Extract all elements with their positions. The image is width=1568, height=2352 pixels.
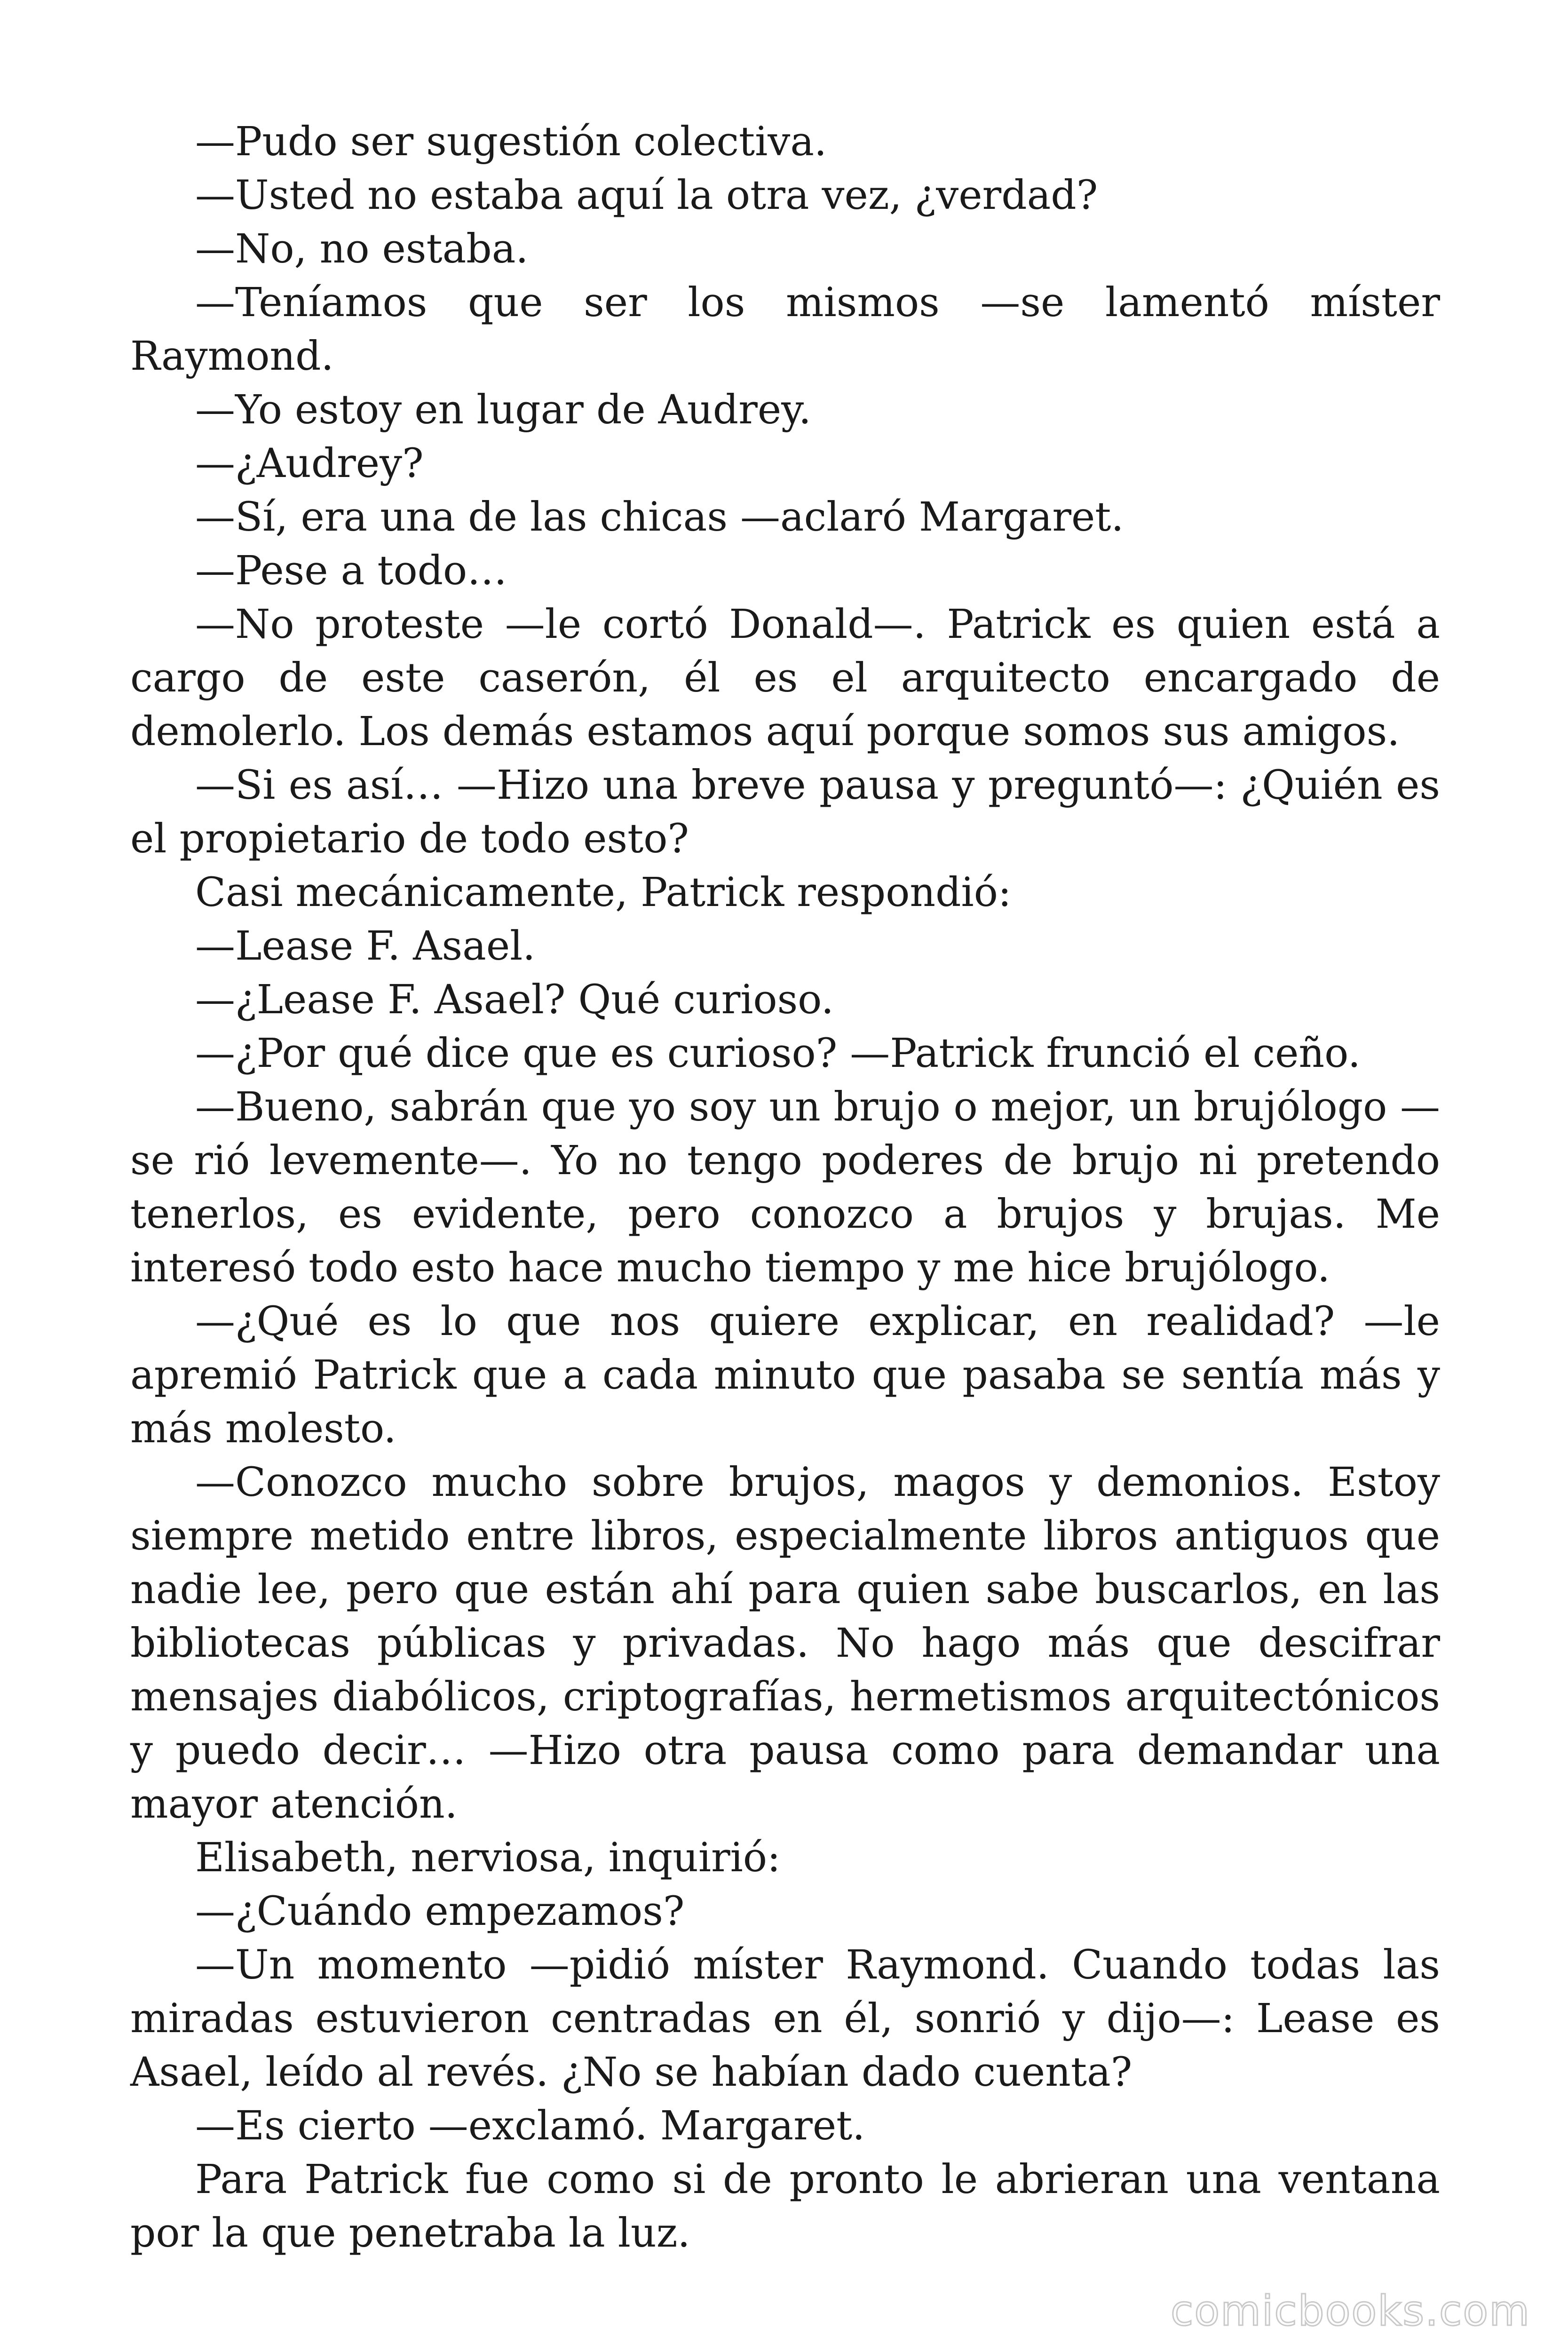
paragraph: —Yo estoy en lugar de Audrey. <box>195 387 811 433</box>
paragraph: —Usted no estaba aquí la otra vez, ¿verdad? <box>195 172 1098 219</box>
paragraph: —Teníamos que ser los mismos —se lamentó míster Raymond. <box>130 279 1440 380</box>
paragraph: —Sí, era una de las chicas —aclaró Margaret. <box>195 494 1124 540</box>
paragraph: —¿Lease F. Asael? Qué curioso. <box>195 977 834 1023</box>
paragraph: Elisabeth, nerviosa, inquirió: <box>195 1835 781 1881</box>
page-body-text <box>130 115 1440 2260</box>
paragraph: —Si es así… —Hizo una breve pausa y preguntó—: ¿Quién es el propietario de todo esto? <box>130 762 1440 862</box>
watermark-text: comicbooks.com <box>1170 2287 1530 2335</box>
paragraph: —Un momento —pidió míster Raymond. Cuando todas las miradas estuvieron centradas en él, sonrió y dijo—: Lease es Asael, leído al revés. ¿No se habían dado cuenta? <box>130 1942 1440 2096</box>
paragraph: —Pudo ser sugestión colectiva. <box>195 119 827 165</box>
paragraph: —¿Qué es lo que nos quiere explicar, en realidad? —le apremió Patrick que a cada minuto que pasaba se sentía más y más molesto. <box>130 1298 1440 1452</box>
paragraph: —No, no estaba. <box>195 226 529 272</box>
paragraph: —Conozco mucho sobre brujos, magos y demonios. Estoy siempre metido entre libros, especialmente libros antiguos que nadie lee, pero que están ahí para quien sabe buscarlos, en las bibliotecas públicas y privadas. No hago más que descifrar mensajes diabólicos, criptografías, hermetismos arquitectónicos y puedo decir… —Hizo otra pausa como para demandar una mayor atención. <box>130 1459 1440 1828</box>
paragraph: —¿Cuándo empezamos? <box>195 1888 685 1935</box>
paragraph: —Pese a todo… <box>195 548 507 594</box>
paragraph: —Es cierto —exclamó. Margaret. <box>195 2103 865 2149</box>
paragraph: —¿Audrey? <box>195 440 424 487</box>
paragraph: —Bueno, sabrán que yo soy un brujo o mejor, un brujólogo —se rió levemente—. Yo no tengo poderes de brujo ni pretendo tenerlos, es evidente, pero conozco a brujos y brujas. Me interesó todo esto hace mucho tiempo y me hice brujólogo. <box>130 1084 1440 1291</box>
paragraph: Para Patrick fue como si de pronto le abrieran una ventana por la que penetraba la luz. <box>130 2156 1440 2257</box>
paragraph: —Lease F. Asael. <box>195 923 536 969</box>
paragraph: —¿Por qué dice que es curioso? —Patrick frunció el ceño. <box>195 1030 1361 1077</box>
paragraph: Casi mecánicamente, Patrick respondió: <box>195 869 1012 916</box>
paragraph: —No proteste —le cortó Donald—. Patrick es quien está a cargo de este caserón, él es el arquitecto encargado de demolerlo. Los demás estamos aquí porque somos sus amigos. <box>130 601 1440 755</box>
